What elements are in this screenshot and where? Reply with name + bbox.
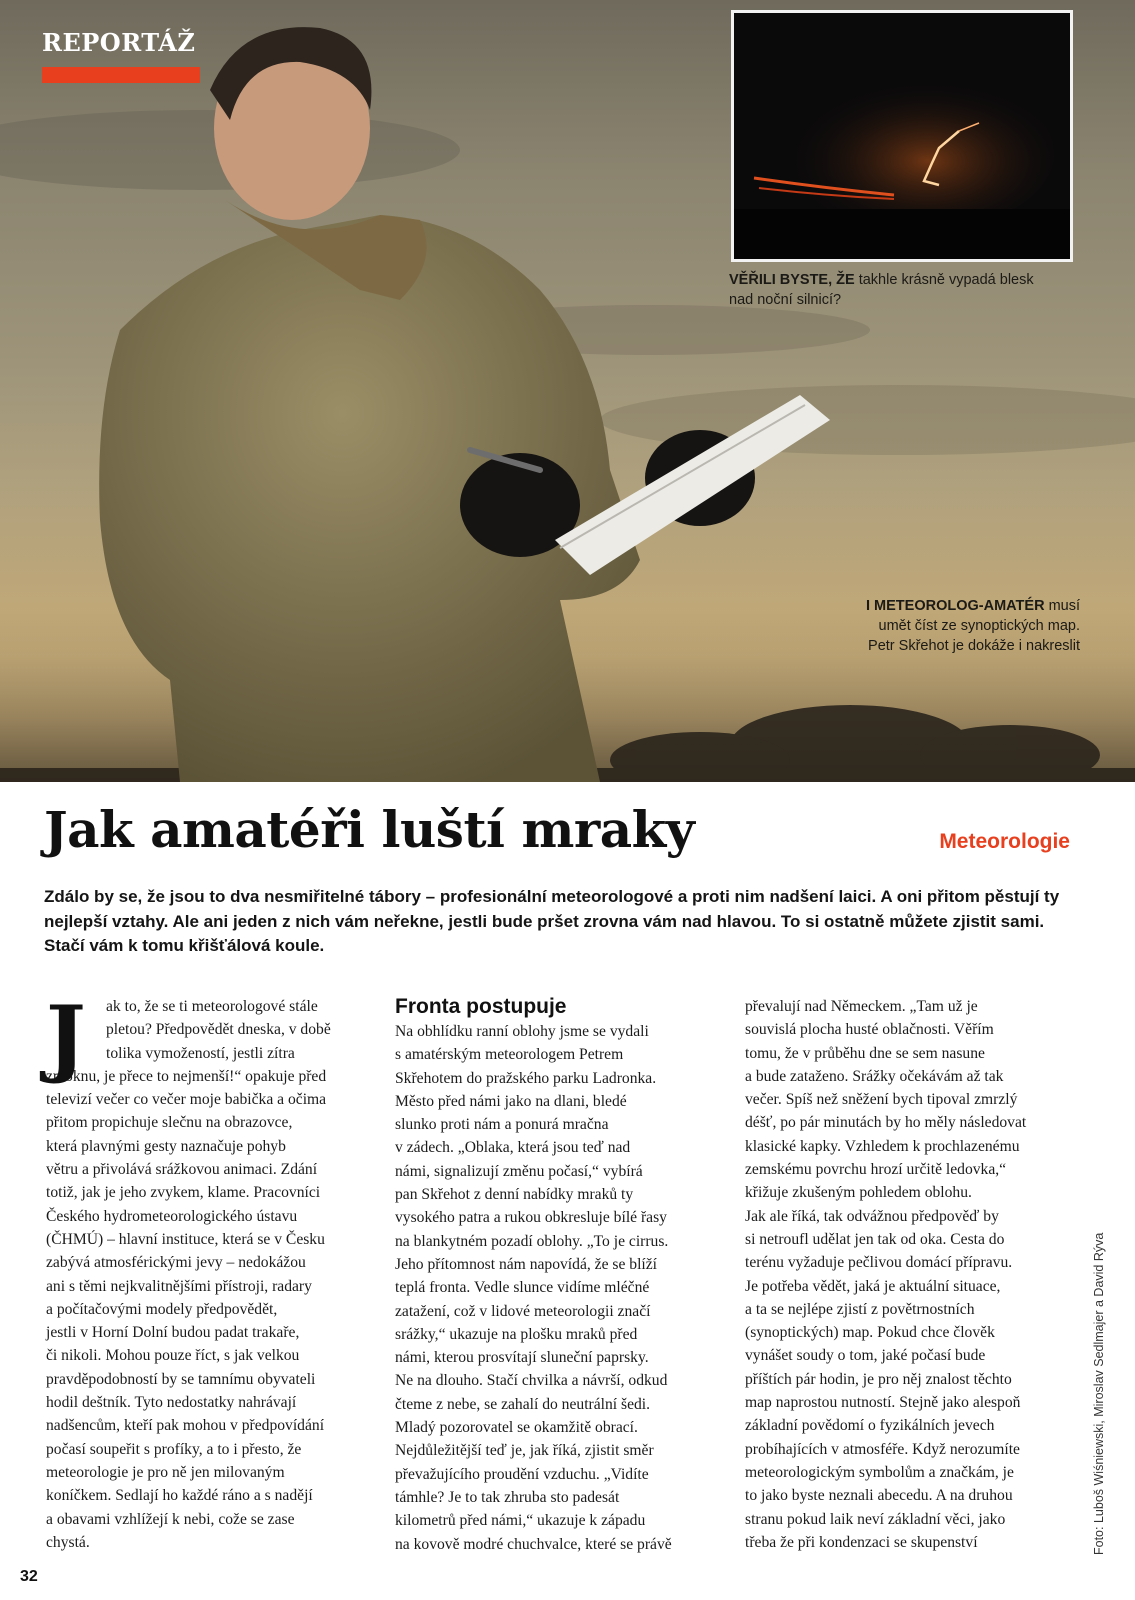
body-text-line: koníčkem. Sedlají ho každé ráno a s nadějí <box>46 1487 313 1505</box>
hero-photo <box>0 0 1135 782</box>
inset-caption-bold: VĚŘILI BYSTE, ŽE <box>729 272 855 288</box>
body-text-line: zemskému povrchu hrozí určitě ledovka,“ <box>745 1161 1007 1179</box>
body-text-line: souvislá plocha husté oblačnosti. Věřím <box>745 1021 994 1039</box>
body-text-line: si netroufl udělat jen tak od oka. Cesta do <box>745 1230 1005 1248</box>
body-text-line: teplá fronta. Vedle slunce vidíme mléčné <box>395 1279 650 1297</box>
body-text-line: tomu, že v průběhu dne se sem nasune <box>745 1044 985 1062</box>
body-text-line: déšť, po pár minutách by ho měly následovat <box>745 1114 1027 1132</box>
body-text-line: hodil deštník. Tyto nedostatky nahrávají <box>46 1394 297 1412</box>
body-text-line: to jako byste neznali abecedu. A na druhou <box>745 1487 1013 1505</box>
body-text-line: pletou? Předpovědět dneska, v době <box>106 1021 331 1039</box>
body-text-line: Skřehotem do pražského parku Ladronka. <box>395 1069 657 1087</box>
body-text-line: a počítačovými modely předpovědět, <box>46 1300 278 1318</box>
body-text-line: Jeho přítomnost nám napovídá, že se blíží <box>395 1255 658 1273</box>
body-text-line: větru a přivolává srážkovou animaci. Zdání <box>46 1161 318 1179</box>
body-text-line: Město před námi jako na dlani, bledé <box>395 1092 627 1110</box>
body-text-line: meteorologie je pro ně jen milovaným <box>46 1463 285 1481</box>
body-text-line: námi, signalizují změnu počasí,“ vybírá <box>395 1162 643 1180</box>
inset-caption-text: takhle krásně vypadá blesk nad noční silnicí? <box>729 272 1034 308</box>
body-text-line: probíhajících v atmosféře. Když nerozumíte <box>745 1440 1020 1458</box>
body-text-line: v zádech. „Oblaka, která jsou teď nad <box>395 1139 631 1157</box>
section-accent-bar <box>42 67 200 83</box>
page-number: 32 <box>20 1568 38 1585</box>
body-text-line: srážky,“ ukazuje na plošku mraků před <box>395 1325 638 1343</box>
body-text-line: křižuje zkušeným pohledem oblohu. <box>745 1184 972 1202</box>
lightning-scene <box>734 13 1070 259</box>
body-text-line: která plavnými gesty naznačuje pohyb <box>46 1137 286 1155</box>
column-1-lines <box>46 987 376 1554</box>
subheading: Fronta postupuje <box>395 995 567 1018</box>
main-caption-bold: I METEOROLOG-AMATÉR <box>865 598 1045 614</box>
body-text-line: vysokého patra a rukou obkresluje bílé řasy <box>395 1209 667 1227</box>
body-text-line: příštích pár hodin, je pro něj znalost těchto <box>745 1370 1012 1388</box>
body-column-1 <box>46 987 376 1554</box>
body-text-line: či nikoli. Mohou pouze říct, s jak velkou <box>46 1347 300 1365</box>
body-text-line: chystá. <box>46 1533 90 1551</box>
main-caption-line2: umět číst ze synoptických map. <box>878 618 1080 634</box>
article-title: Jak amatéři luští mraky <box>44 800 695 859</box>
body-text-line: zmoknu, je přece to nejmenší!“ opakuje před <box>46 1067 327 1085</box>
body-text-line: terénu vyžaduje pečlivou domácí přípravu. <box>745 1254 1013 1272</box>
body-text-line: Českého hydrometeorologického ústavu <box>46 1207 298 1225</box>
body-text-line: převalují nad Německem. „Tam už je <box>745 998 978 1015</box>
category-label: Meteorologie <box>939 830 1070 853</box>
body-text-line: támhle? Je to tak zhruba sto padesát <box>395 1488 620 1506</box>
body-text-line: Na obhlídku ranní oblohy jsme se vydali <box>395 1023 649 1040</box>
body-text-line: ani s těmi nejkvalitnějšími přístroji, radary <box>46 1277 312 1295</box>
main-photo-caption <box>790 596 1080 656</box>
body-text-line: vynášet soudy o tom, jaké počasí bude <box>745 1347 986 1365</box>
body-text-line: na kovově modré chuchvalce, které se právě <box>395 1535 672 1553</box>
body-text-line: počasí soupeřit s profíky, a to i přesto, že <box>46 1440 302 1458</box>
lightning-inset-photo <box>731 10 1073 262</box>
article-lead: Zdálo by se, že jsou to dva nesmiřitelné tábory – profesionální meteorologové a proti nim nadšení laici. A oni přitom pěstují ty nejlepší vztahy. Ale ani jeden z nich vám neřekne, jestli bude pršet zrovna vám nad hlavou. To si ostatně můžete zjistit sami. Stačí vám k tomu křišťálová koule. <box>44 887 1060 955</box>
body-text-line: Nejdůležitější teď je, jak říká, zjistit směr <box>395 1442 654 1460</box>
body-text-line: čteme z nebe, se zahalí do neutrální šedi. <box>395 1395 651 1413</box>
main-caption-line3: Petr Skřehot je dokáže i nakreslit <box>868 638 1080 654</box>
inset-caption <box>729 270 1059 310</box>
body-text-line: zabývá atmosférickými jevy – nedokážou <box>46 1254 306 1272</box>
body-text-line: převažujícího proudění vzduchu. „Vidíte <box>395 1465 649 1483</box>
body-text-line: stranu pokud laik neví základní věci, jako <box>745 1510 1006 1528</box>
body-text-line: Jak ale říká, tak odvážnou předpověď by <box>745 1207 999 1225</box>
column-3-lines <box>745 995 1075 1554</box>
body-text-line: nadšencům, kteří pak mohou v předpovídání <box>46 1417 325 1435</box>
main-caption-line1 <box>790 596 1080 616</box>
photo-credit: Foto: Luboš Wiśniewski, Miroslav Sedlmajer a David Rýva <box>1092 1232 1106 1555</box>
body-text-line: Mladý pozorovatel se okamžitě obrací. <box>395 1419 638 1437</box>
drop-cap: J <box>46 987 86 1086</box>
body-text-line: s amatérským meteorologem Petrem <box>395 1046 624 1064</box>
body-text-line: tolika vymožeností, jestli zítra <box>106 1044 295 1062</box>
body-text-line: meteorologickým symbolům a značkám, je <box>745 1463 1014 1481</box>
body-text-line: zatažení, což v lidové meteorologii značí <box>395 1302 651 1320</box>
body-text-line: a bude zataženo. Srážky očekávám až tak <box>745 1067 1004 1085</box>
body-text-line: a obavami vzhlížejí k nebi, cože se zase <box>46 1510 295 1528</box>
body-text-line: přitom propichuje slečnu na obrazovce, <box>46 1114 293 1132</box>
body-column-3 <box>745 995 1075 1554</box>
section-label: REPORTÁŽ <box>42 28 196 57</box>
body-text-line: na blankytném pozadí oblohy. „To je cirrus. <box>395 1232 669 1250</box>
body-text-line: totiž, jak je jeho zvykem, klame. Pracovníci <box>46 1184 321 1202</box>
body-text-line: základní povědomí o fyzikálních jevech <box>745 1417 995 1435</box>
body-text-line: jestli v Horní Dolní budou padat trakaře, <box>46 1324 300 1342</box>
body-text-line: třeba že při kondenzaci se skupenství <box>745 1533 978 1551</box>
body-text-line: (synoptických) map. Pokud chce člověk <box>745 1324 995 1342</box>
body-text-line: slunko proti nám a ponurá mračna <box>395 1116 609 1134</box>
body-text-line: ak to, že se ti meteorologové stále <box>106 998 318 1015</box>
body-text-line: a ta se nejlépe zjistí z povětrnostních <box>745 1300 975 1318</box>
body-text-line: pravděpodobností by se tamnímu obyvateli <box>46 1370 316 1388</box>
body-text-line: televizí večer co večer moje babička a očima <box>46 1091 327 1109</box>
main-caption-line1-rest: musí <box>1048 598 1080 614</box>
body-column-2 <box>395 995 725 1556</box>
body-text-line: pan Skřehot z denní nabídky mraků ty <box>395 1186 634 1204</box>
body-text-line: večer. Spíš než sněžení bych tipoval zmrzlý <box>745 1091 1018 1109</box>
body-text-line: klasické kapky. Vzhledem k prochlazenému <box>745 1137 1020 1155</box>
body-text-line: Je potřeba vědět, jaká je aktuální situace, <box>745 1277 1001 1295</box>
body-text-line: námi, kterou prosvítají sluneční paprsky. <box>395 1349 649 1367</box>
column-2-lines <box>395 1020 725 1556</box>
body-text-line: Ne na dlouho. Stačí chvilka a návrší, odkud <box>395 1372 668 1390</box>
body-text-line: map naprostou nutností. Stejně jako alespoň <box>745 1394 1021 1412</box>
body-text-line: kilometrů před námi,“ ukazuje k západu <box>395 1512 646 1530</box>
body-text-line: (ČHMÚ) – hlavní instituce, která se v Česku <box>46 1230 325 1248</box>
